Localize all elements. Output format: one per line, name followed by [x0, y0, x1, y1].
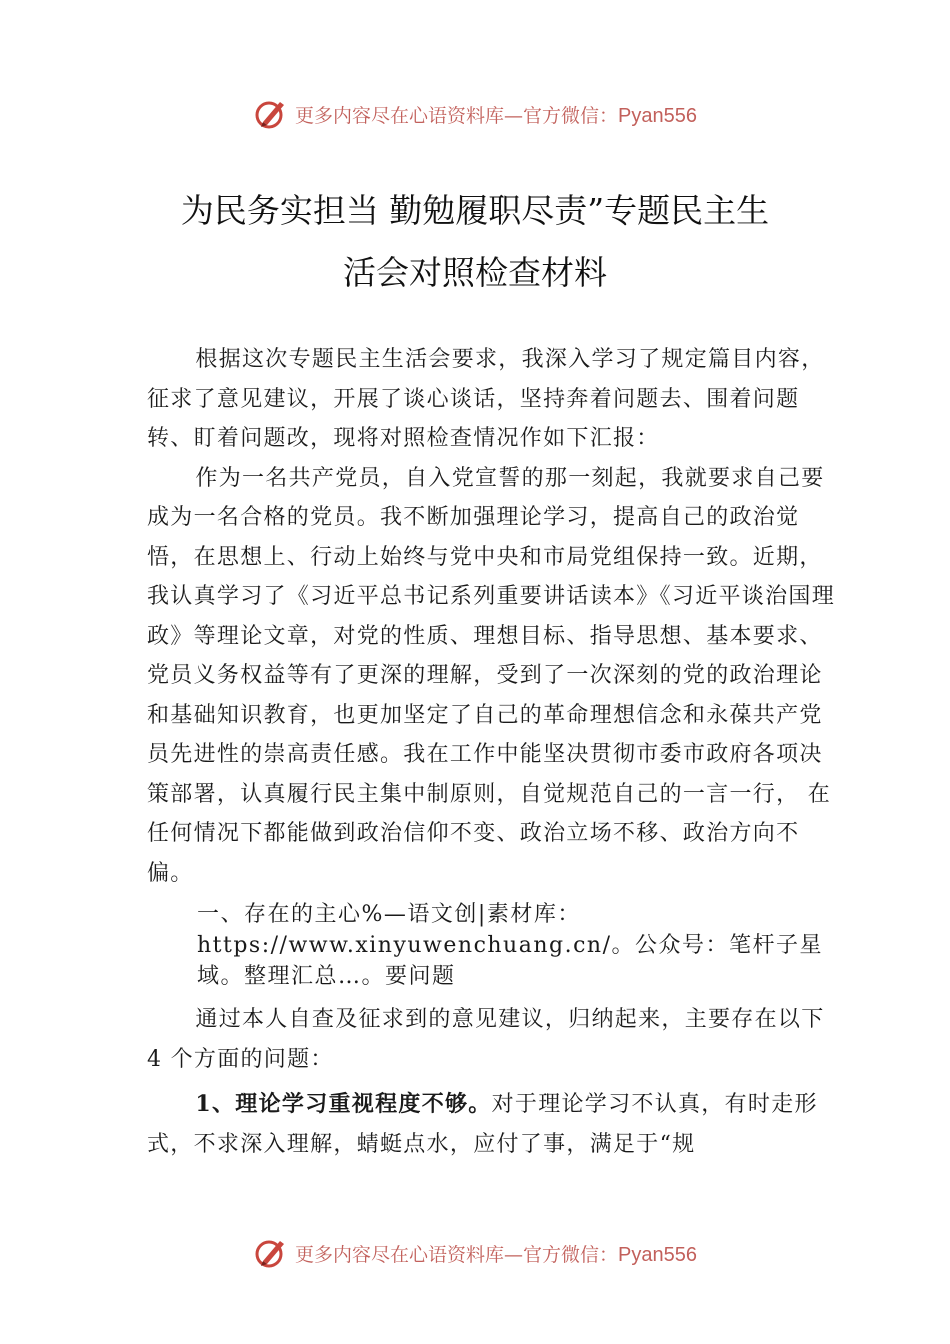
title-line-2: 活会对照检查材料 [343, 253, 607, 292]
footer-banner-brand: Pyan556 [618, 1243, 697, 1266]
pen-logo-icon [253, 1235, 289, 1271]
document-body [147, 340, 837, 1164]
problem-item-1 [147, 1085, 837, 1164]
problem-item-1-text: 对于理论学习不认真，有时走形式，不求深入理解，蜻蜓点水，应付了事，满足于“规 [147, 1092, 818, 1157]
intro-paragraph: 根据这次专题民主生活会要求，我深入学习了规定篇目内容，征求了意见建议，开展了谈心谈话，坚持奔着问题去、围着问题转、盯着问题改，现将对照检查情况作如下汇报： [147, 347, 825, 451]
header-banner [0, 94, 950, 134]
footer-banner-text: 更多内容尽在心语资料库—官方微信：Pyan556 [295, 1243, 697, 1266]
paragraph-1: 作为一名共产党员，自入党宣誓的那一刻起，我就要求自己要成为一名合格的党员。我不断加强理论学习，提高自己的政治觉悟，在思想上、行动上始终与党中央和市局党组保持一致。近期，我认真学习了《习近平总书记系列重要讲话读本》《习近平谈治国理政》等理论文章，对党的性质、理想目标、指导思想、基本要求、党员义务权益等有了更深的理解，受到了一次深刻的党的政治理论和基础知识教育，也更加坚定了自己的革命理想信念和永葆共产党员先进性的崇高责任感。我在工作中能坚决贯彻市委市政府各项决策部署，认真履行民主集中制原则，自觉规范自己的一言一行， 在任何情况下都能做到政治信仰不变、政治立场不移、政治方向不偏。 [147, 465, 836, 886]
document-title [100, 180, 850, 304]
title-line-1: 为民务实担当 勤勉履职尽责”专题民主生 [180, 191, 770, 230]
header-banner-text: 更多内容尽在心语资料库—官方微信：Pyan556 [295, 104, 697, 127]
paragraph-2: 通过本人自查及征求到的意见建议，归纳起来，主要存在以下 4 个方面的问题： [147, 1007, 825, 1072]
pen-logo-icon [253, 96, 289, 132]
problem-item-1-heading: 1、理论学习重视程度不够。 [195, 1091, 492, 1117]
section-heading-1: 一、存在的主心%—语文创|素材库：https://www.xinyuwenchuang.cn/。公众号：笔杆子星域。整理汇总…。要问题 [197, 902, 823, 989]
footer-banner [0, 1233, 950, 1273]
header-banner-brand: Pyan556 [618, 104, 697, 127]
